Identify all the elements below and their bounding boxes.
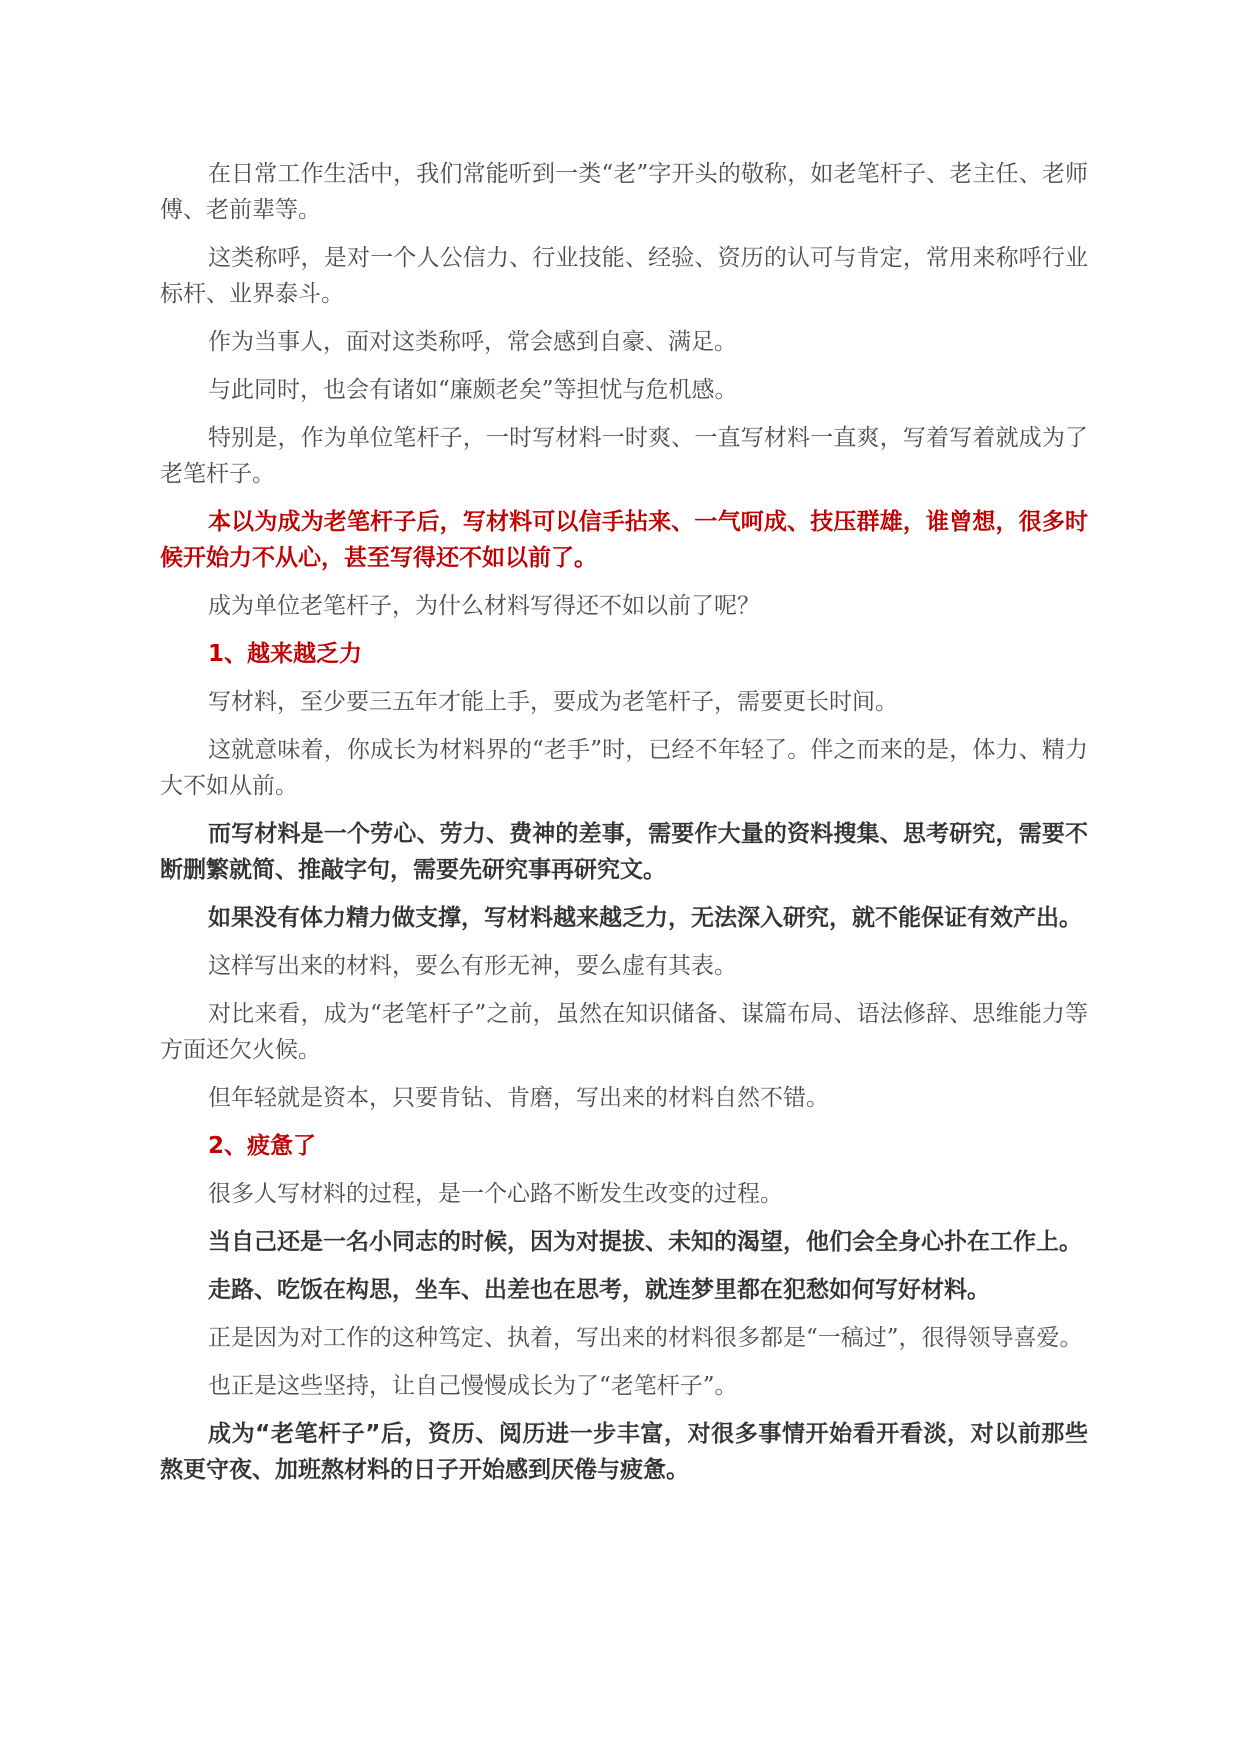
bold-paragraph: 当自己还是一名小同志的时候，因为对提拔、未知的渴望，他们会全身心扑在工作上。 (208, 1229, 1082, 1255)
highlighted-paragraph: 本以为成为老笔杆子后，写材料可以信手拈来、一气呵成、技压群雄，谁曾想，很多时候开始力不从心，甚至写得还不如以前了。 (160, 509, 1088, 571)
bold-paragraph: 如果没有体力精力做支撑，写材料越来越乏力，无法深入研究，就不能保证有效产出。 (208, 905, 1082, 931)
paragraph: 作为当事人，面对这类称呼，常会感到自豪、满足。 (208, 329, 737, 355)
bold-paragraph: 成为“老笔杆子”后，资历、阅历进一步丰富，对很多事情开始看开看淡，对以前那些熬更守夜、加班熬材料的日子开始感到厌倦与疲惫。 (160, 1421, 1088, 1483)
bold-paragraph: 而写材料是一个劳心、劳力、费神的差事，需要作大量的资料搜集、思考研究，需要不断删繁就简、推敲字句，需要先研究事再研究文。 (160, 821, 1088, 883)
paragraph: 也正是这些坚持，让自己慢慢成长为了“老笔杆子”。 (208, 1373, 738, 1399)
paragraph: 与此同时，也会有诸如“廉颇老矣”等担忧与危机感。 (208, 377, 738, 403)
paragraph: 这样写出来的材料，要么有形无神，要么虚有其表。 (208, 953, 737, 979)
section-heading-2: 2、疲惫了 (208, 1133, 317, 1159)
paragraph: 对比来看，成为“老笔杆子”之前，虽然在知识储备、谋篇布局、语法修辞、思维能力等方面还欠火候。 (160, 1001, 1088, 1063)
paragraph: 很多人写材料的过程，是一个心路不断发生改变的过程。 (208, 1181, 783, 1207)
bold-paragraph: 走路、吃饭在构思，坐车、出差也在思考，就连梦里都在犯愁如何写好材料。 (208, 1277, 990, 1303)
paragraph: 在日常工作生活中，我们常能听到一类“老”字开头的敬称，如老笔杆子、老主任、老师傅、老前辈等。 (160, 161, 1088, 223)
paragraph: 这类称呼，是对一个人公信力、行业技能、经验、资历的认可与肯定，常用来称呼行业标杆、业界泰斗。 (160, 245, 1088, 307)
paragraph: 但年轻就是资本，只要肯钻、肯磨，写出来的材料自然不错。 (208, 1085, 829, 1111)
section-heading-1: 1、越来越乏力 (208, 641, 363, 667)
document-body (160, 156, 1088, 1500)
paragraph: 正是因为对工作的这种笃定、执着，写出来的材料很多都是“一稿过”，很得领导喜爱。 (208, 1325, 1083, 1351)
paragraph: 特别是，作为单位笔杆子，一时写材料一时爽、一直写材料一直爽，写着写着就成为了老笔杆子。 (160, 425, 1088, 487)
paragraph: 成为单位老笔杆子，为什么材料写得还不如以前了呢？ (208, 593, 760, 619)
paragraph: 这就意味着，你成长为材料界的“老手”时，已经不年轻了。伴之而来的是，体力、精力大不如从前。 (160, 737, 1088, 799)
paragraph: 写材料，至少要三五年才能上手，要成为老笔杆子，需要更长时间。 (208, 689, 898, 715)
